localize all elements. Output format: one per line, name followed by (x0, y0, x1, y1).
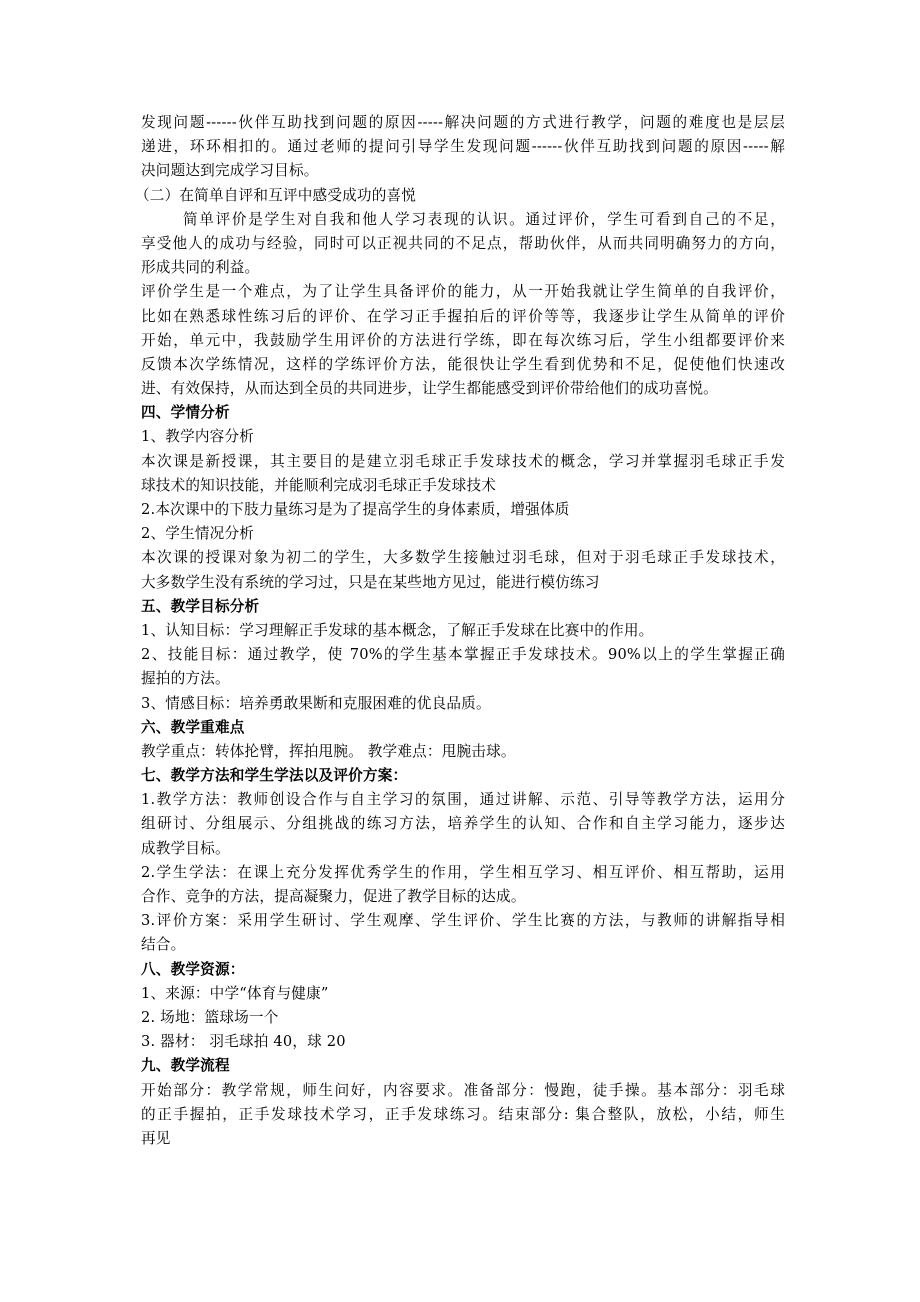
text-line: 递进，环环相扣的。通过老师的提问引导学生发现问题------伙伴互助找到问题的原因-----解 (141, 138, 785, 156)
text-line: （二）在简单自评和互评中感受成功的喜悦 (135, 186, 417, 204)
section-heading: 八、教学资源： (141, 960, 245, 978)
text-line: 享受他人的成功与经验，同时可以正视共同的不足点，帮助伙伴，从而共同明确努力的方向， (141, 234, 785, 252)
text-line: 本次课的授课对象为初二的学生，大多数学生接触过羽毛球，但对于羽毛球正手发球技术， (141, 549, 785, 567)
text-line: 1、来源：中学“体育与健康” (141, 984, 329, 1002)
text-line: 形成共同的利益。 (141, 259, 260, 277)
text-line: 合作、竞争的方法，提高凝聚力，促进了教学目标的达成。 (141, 888, 526, 905)
text-line: 进、有效保持，从而达到全员的共同进步，让学生都能感受到评价带给他们的成功喜悦。 (141, 380, 718, 398)
text-line: 开始，单元中，我鼓励学生用评价的方法进行学练，即在每次练习后，学生小组都要评价来 (141, 331, 785, 349)
text-line: 1、认知目标：学习理解正手发球的基本概念，了解正手发球在比赛中的作用。 (141, 621, 654, 639)
text-line: 评价学生是一个难点，为了让学生具备评价的能力，从一开始我就让学生简单的自我评价， (141, 283, 785, 301)
text-line: 成教学目标。 (141, 839, 230, 857)
text-line: 2.本次课中的下肢力量练习是为了提高学生的身体素质，增强体质 (141, 501, 570, 518)
section-heading: 七、教学方法和学生学法以及评价方案： (141, 767, 408, 785)
text-line: 发现问题------伙伴互助找到问题的原因-----解决问题的方式进行教学，问题的难度也是层层 (141, 114, 785, 131)
text-line: 的正手握拍，正手发球技术学习，正手发球练习。结束部分: 集合整队，放松，小结，师生 (141, 1105, 785, 1123)
text-line: 2.学生学法：在课上充分发挥优秀学生的作用，学生相互学习、相互评价、相互帮助，运用 (141, 863, 785, 881)
document-page (135, 111, 785, 1151)
text-line: 反馈本次学练情况，这样的学练评价方法，能很快让学生看到优势和不足，促使他们快速改 (141, 355, 785, 373)
section-heading: 六、教学重难点 (141, 718, 245, 736)
text-line: 3.评价方案：采用学生研讨、学生观摩、学生评价、学生比赛的方法，与教师的讲解指导相 (141, 912, 785, 930)
section-heading: 五、教学目标分析 (141, 597, 260, 615)
text-line: 再见 (141, 1129, 171, 1147)
text-line: 简单评价是学生对自我和他人学习表现的认识。通过评价，学生可看到自己的不足， (183, 210, 785, 228)
text-line: 本次课是新授课，其主要目的是建立羽毛球正手发球技术的概念，学习并掌握羽毛球正手发 (141, 452, 785, 470)
text-line: 比如在熟悉球性练习后的评价、在学习正手握拍后的评价等等，我逐步让学生从简单的评价 (141, 307, 785, 325)
text-line: 球技术的知识技能，并能顺利完成羽毛球正手发球技术 (141, 476, 497, 494)
text-line: 2、学生情况分析 (141, 525, 255, 543)
text-line: 1.教学方法：教师创设合作与自主学习的氛围，通过讲解、示范、引导等教学方法，运用分 (141, 791, 785, 809)
text-line: 结合。 (141, 936, 186, 954)
text-line: 开始部分：教学常规，师生问好，内容要求。准备部分：慢跑，徒手操。基本部分：羽毛球 (141, 1081, 785, 1099)
text-line: 3. 器材： 羽毛球拍 40，球 20 (141, 1033, 346, 1051)
text-line: 2. 场地：篮球场一个 (141, 1008, 279, 1026)
text-line: 2、技能目标：通过教学，使 70%的学生基本掌握正手发球技术。90%以上的学生掌握正确 (141, 646, 785, 664)
text-line: 教学重点：转体抡臂，挥拍甩腕。 教学难点：甩腕击球。 (141, 742, 516, 760)
section-heading: 四、学情分析 (141, 404, 230, 422)
text-line: 决问题达到完成学习目标。 (141, 162, 319, 180)
text-line: 大多数学生没有系统的学习过，只是在某些地方见过，能进行模仿练习 (141, 573, 600, 591)
section-heading: 九、教学流程 (141, 1057, 230, 1075)
text-line: 组研讨、分组展示、分组挑战的练习方法，培养学生的认知、合作和自主学习能力，逐步达 (141, 815, 785, 833)
text-line: 1、教学内容分析 (141, 428, 255, 446)
text-line: 握拍的方法。 (141, 670, 230, 688)
text-line: 3、情感目标：培养勇敢果断和克服困难的优良品质。 (141, 694, 491, 712)
